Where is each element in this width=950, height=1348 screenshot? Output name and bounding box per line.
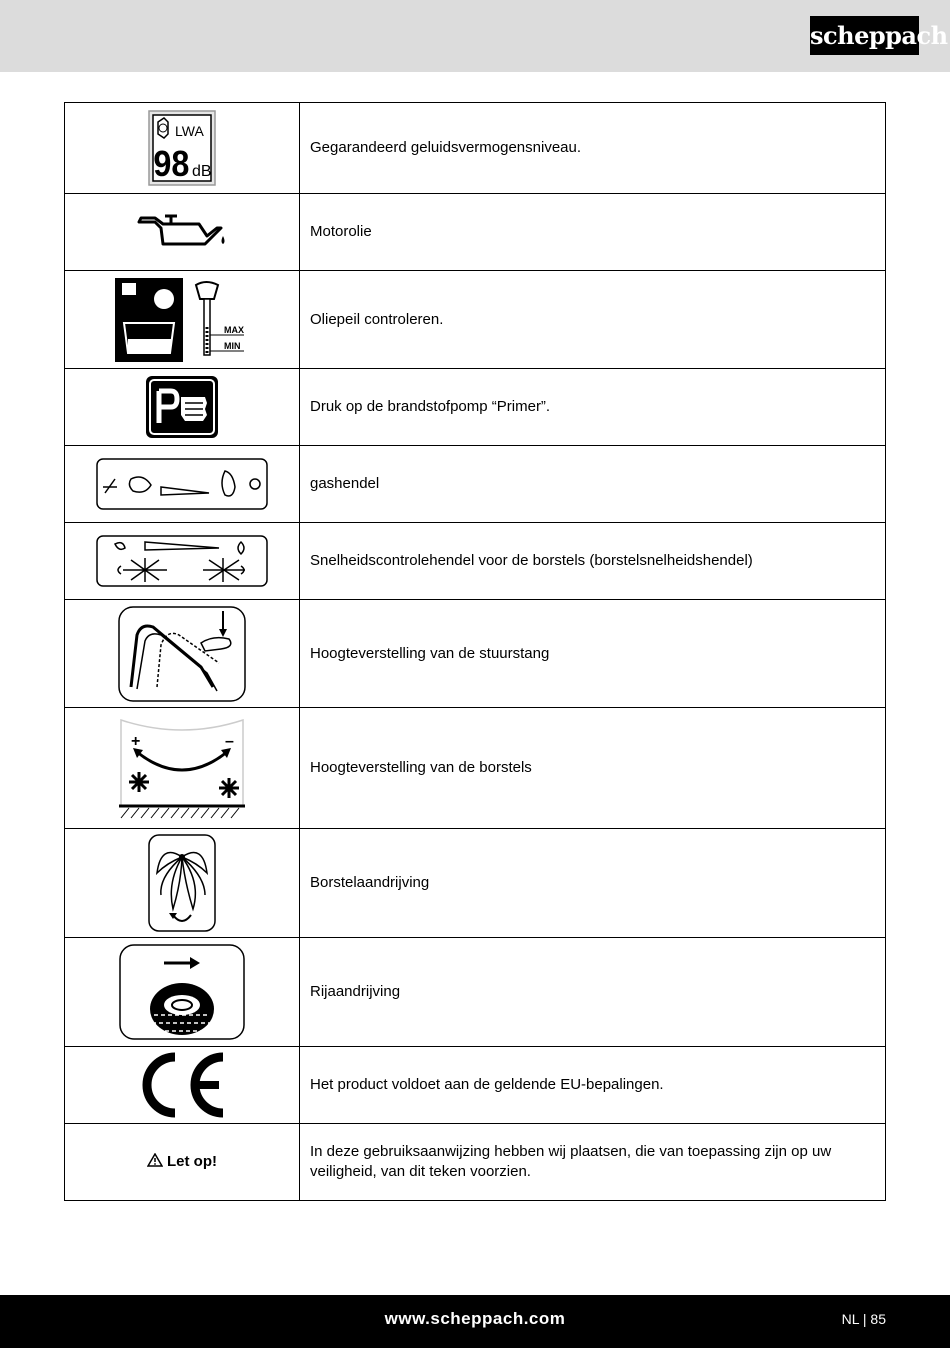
description: Hoogteverstelling van de stuurstang [300,600,886,708]
description: Motorolie [300,194,886,271]
brush-speed-lever-icon [95,534,269,588]
description: Het product voldoet aan de geldende EU-bepalingen. [300,1047,886,1124]
scheppach-logo: scheppach [810,16,919,55]
table-row [65,369,886,446]
symbols-table [64,102,886,1201]
svg-text:dB: dB [192,163,212,180]
ce-mark-icon [135,1051,229,1119]
description: gashendel [300,446,886,523]
header-bar [0,0,950,72]
brush-drive-icon [147,833,217,933]
svg-text:–: – [225,733,234,750]
table-row [65,1047,886,1124]
wheel-drive-icon [118,943,246,1041]
table-row [65,194,886,271]
primer-button-icon [145,375,219,439]
footer-bar [0,1295,950,1348]
description: Oliepeil controleren. [300,271,886,369]
description: Druk op de brandstofpomp “Primer”. [300,369,886,446]
description: Gegarandeerd geluidsvermogensniveau. [300,103,886,194]
svg-text:98: 98 [153,144,190,185]
description: Snelheidscontrolehendel voor de borstels (borstelsnelheidshendel) [300,523,886,600]
table-row [65,271,886,369]
table-row [65,600,886,708]
oil-level-check-icon [114,277,250,363]
table-row [65,446,886,523]
description: In deze gebruiksaanwijzing hebben wij plaatsen, die van toepassing zijn op uw veiligheid, van dit teken voorzien. [300,1124,886,1201]
warning-label: Let op! [147,1153,217,1170]
warning-triangle-icon [147,1153,163,1167]
table-row [65,829,886,938]
throttle-lever-icon [95,457,269,511]
svg-text:+: + [131,733,141,750]
description: Hoogteverstelling van de borstels [300,708,886,829]
sound-power-98db-icon [148,110,216,186]
table-row [65,103,886,194]
svg-text:MIN: MIN [224,340,241,351]
description: Rijaandrijving [300,938,886,1047]
table-row [65,1124,886,1201]
website-url: www.scheppach.com [384,1309,566,1328]
table-row [65,708,886,829]
oil-can-icon [137,214,227,250]
svg-text:LWA: LWA [175,123,204,139]
brush-height-icon [117,712,247,824]
handlebar-height-icon [117,605,247,703]
table-row [65,938,886,1047]
page-number: NL | 85 [841,1311,886,1327]
svg-text:MAX: MAX [224,324,244,335]
table-row [65,523,886,600]
description: Borstelaandrijving [300,829,886,938]
